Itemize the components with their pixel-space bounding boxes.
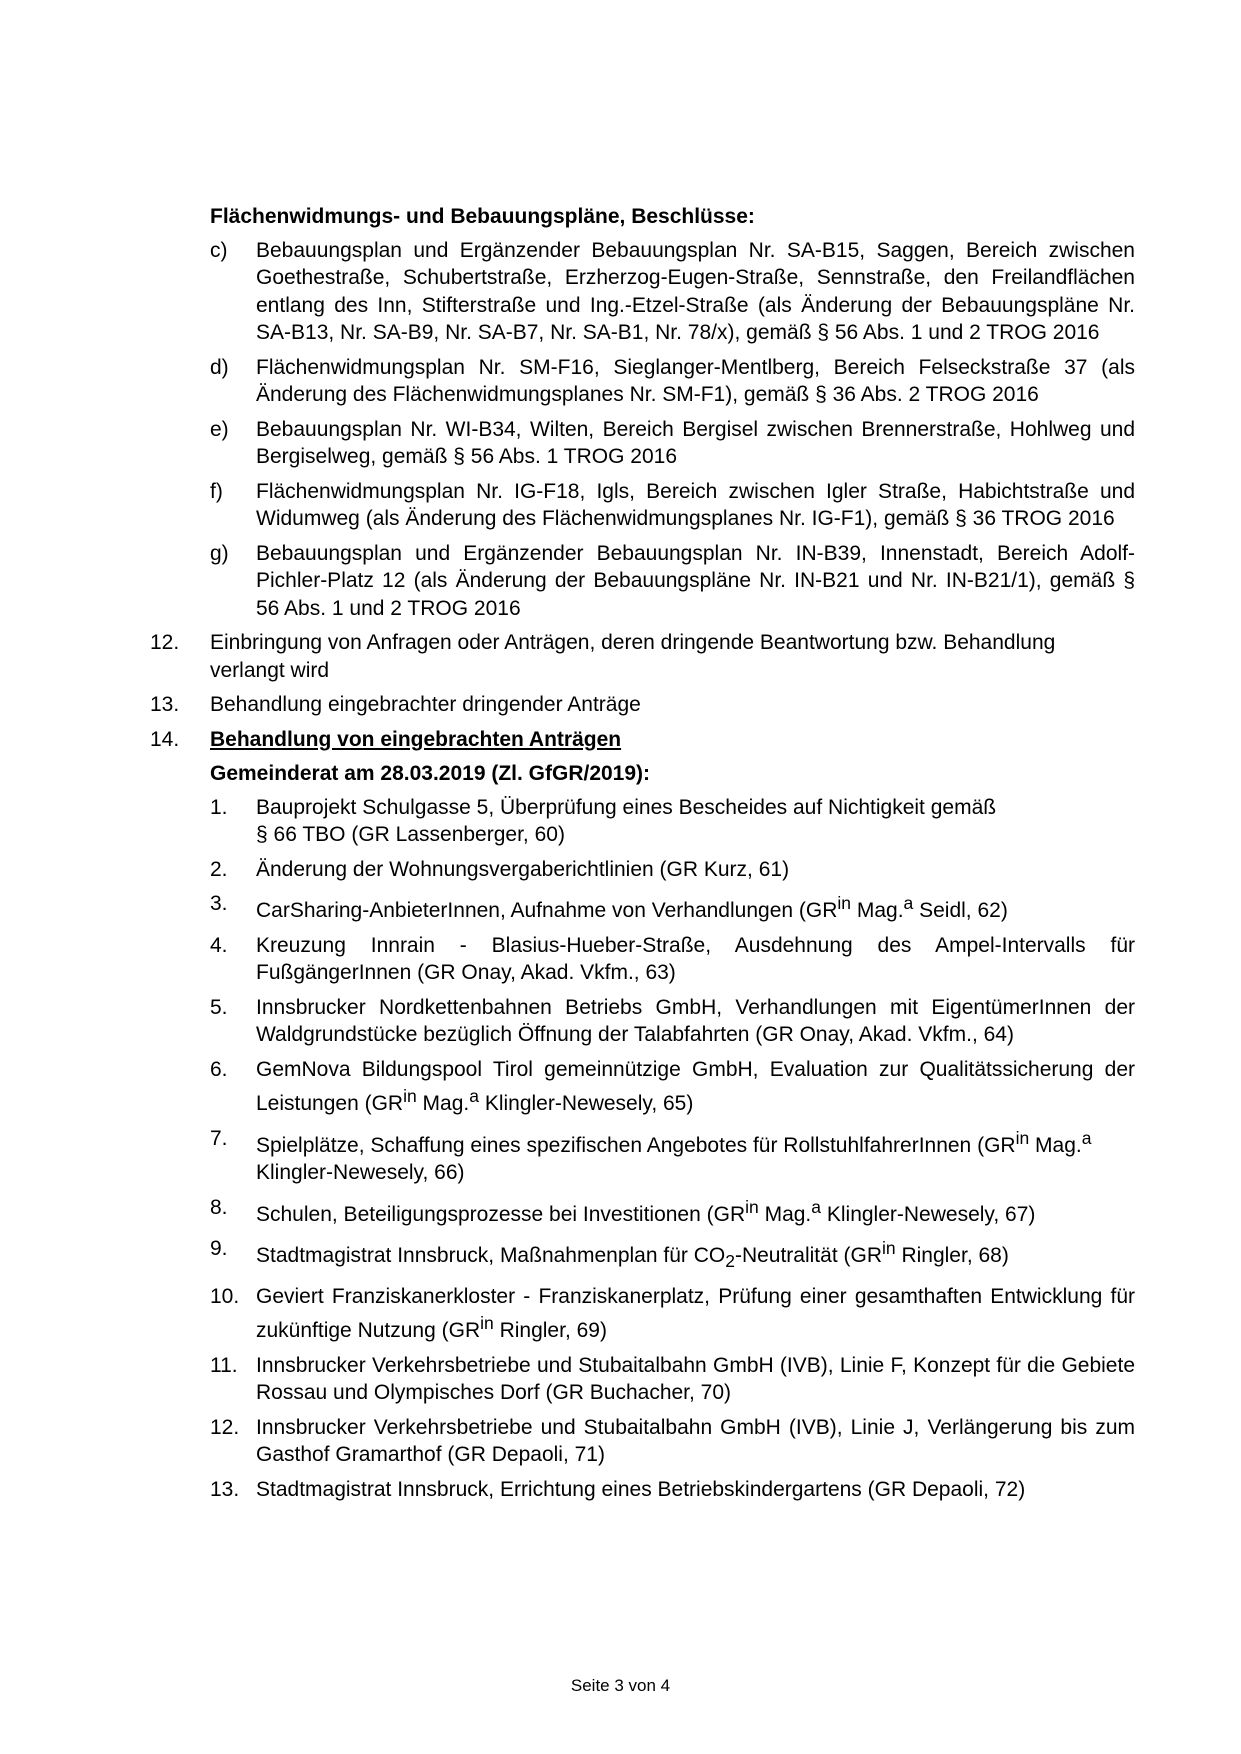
agenda-text: Einbringung von Anfragen oder Anträgen, deren dringende Beantwortung bzw. Behandlung verlangt wird <box>210 631 1056 682</box>
superscript: in <box>745 1196 759 1217</box>
antrag-number: 4. <box>210 933 228 957</box>
antrag-number: 8. <box>210 1195 228 1219</box>
antrag-number: 13. <box>210 1477 240 1501</box>
sub-item-d <box>210 354 1135 409</box>
superscript: in <box>1015 1127 1030 1148</box>
subscript: 2 <box>725 1251 735 1272</box>
sub-text: Bebauungsplan und Ergänzender Bebauungsplan Nr. SA-B15, Saggen, Bereich zwischen Goethestraße, Schubertstraße, Erzherzog-Eugen-Straße, Sennstraße, den Freilandflächen entlang des Inn, Stifterstraße und Ing.-Etzel-Straße (als Änderung der Bebauungspläne Nr. SA-B13, Nr. SA-B9, Nr. SA-B7, Nr. SA-B1, Nr. 78/x), gemäß § 56 Abs. 1 und 2 TROG 2016 <box>256 238 1135 344</box>
sub-marker: g) <box>210 541 229 565</box>
antrag-number: 7. <box>210 1126 228 1150</box>
antrag-number: 3. <box>210 892 228 915</box>
antrag-number: 12. <box>210 1415 240 1439</box>
antrag-item <box>210 856 1135 884</box>
antrag-text <box>256 1283 1135 1345</box>
page-number: Seite 3 von 4 <box>570 1676 671 1695</box>
sub-text: Flächenwidmungsplan Nr. IG-F18, Igls, Bereich zwischen Igler Straße, Habichtstraße und Widumweg (als Änderung des Flächenwidmungsplanes Nr. IG-F1), gemäß § 36 TROG 2016 <box>256 479 1135 530</box>
agenda-title: Behandlung von eingebrachten Anträgen <box>210 727 622 751</box>
antrag-text <box>256 1125 1135 1187</box>
agenda-item-12 <box>150 629 1135 684</box>
antrag-number: 10. <box>210 1284 240 1308</box>
antrag-text-part: Geviert Franziskanerkloster - Franziskanerplatz, Prüfung einer gesamthaften Entwicklung für zukünftige Nutzung (GR <box>256 1284 1135 1343</box>
section-heading: Flächenwidmungs- und Bebauungspläne, Beschlüsse: <box>210 205 755 228</box>
antrag-item <box>210 1476 1135 1504</box>
antrag-item <box>210 1283 1135 1345</box>
sub-marker: c) <box>210 238 228 262</box>
antrag-text-part: Schulen, Beteiligungsprozesse bei Investitionen (GR <box>256 1202 746 1226</box>
antrag-text-part: -Neutralität (GR <box>734 1244 882 1267</box>
sub-item-f <box>210 478 1135 533</box>
antrag-item <box>210 1194 1135 1229</box>
sub-text: Bebauungsplan und Ergänzender Bebauungsplan Nr. IN-B39, Innenstadt, Bereich Adolf-Pichler-Platz 12 (als Änderung der Bebauungspläne Nr. IN-B21 und Nr. IN-B21/1), gemäß § 56 Abs. 1 und 2 TROG 2016 <box>256 541 1135 620</box>
antrag-text-part: Klingler-Newesely, 67) <box>821 1202 1036 1226</box>
antrag-text-part: Mag. <box>416 1092 470 1115</box>
antrag-text-part: Ringler, 69) <box>493 1319 607 1343</box>
antrag-text <box>256 1194 1135 1229</box>
superscript: in <box>480 1313 494 1334</box>
agenda-item-14 <box>150 726 1135 754</box>
antrag-item <box>210 1352 1135 1407</box>
sub-text: Flächenwidmungsplan Nr. SM-F16, Sieglanger-Mentlberg, Bereich Felseckstraße 37 (als Änderung des Flächenwidmungsplanes Nr. SM-F1), gemäß § 36 Abs. 2 TROG 2016 <box>256 355 1135 406</box>
sub-marker: d) <box>210 355 229 379</box>
antrag-text-line2: § 66 TBO (GR Lassenberger, 60) <box>256 823 565 846</box>
antrag-item <box>210 890 1135 925</box>
antrag-text-part: Stadtmagistrat Innsbruck, Maßnahmenplan für CO <box>256 1244 726 1267</box>
superscript: a <box>1081 1127 1092 1148</box>
antrag-number: 9. <box>210 1237 228 1260</box>
antrag-text-part: Klingler-Newesely, 65) <box>478 1092 694 1115</box>
antrag-text: Innsbrucker Verkehrsbetriebe und Stubaitalbahn GmbH (IVB), Linie J, Verlängerung bis zum Gasthof Gramarthof (GR Depaoli, 71) <box>256 1415 1135 1467</box>
antrag-text: Änderung der Wohnungsvergaberichtlinien (GR Kurz, 61) <box>256 857 790 881</box>
superscript: in <box>881 1238 896 1258</box>
antrag-text-line1: Bauprojekt Schulgasse 5, Überprüfung eines Bescheides auf Nichtigkeit gemäß <box>256 795 997 819</box>
agenda-number: 12. <box>150 631 180 654</box>
agenda-item-13 <box>150 691 1135 719</box>
antrag-item <box>210 1235 1135 1276</box>
superscript: a <box>811 1196 822 1217</box>
antrag-item <box>210 1414 1135 1469</box>
antrag-text-part: Ringler, 68) <box>895 1244 1009 1267</box>
antrag-text-part: Seidl, 62) <box>913 899 1008 922</box>
antrag-text <box>256 1235 1135 1276</box>
antrag-item <box>210 1125 1135 1187</box>
antrag-text <box>256 794 1135 849</box>
sub-marker: f) <box>210 479 223 503</box>
antrag-list <box>210 794 1135 1504</box>
antrag-text: Kreuzung Innrain - Blasius-Hueber-Straße, Ausdehnung des Ampel-Intervalls für FußgängerInnen (GR Onay, Akad. Vkfm., 63) <box>256 933 1135 984</box>
superscript: a <box>469 1086 479 1106</box>
antrag-item <box>210 994 1135 1049</box>
antrag-text-part: Mag. <box>758 1202 812 1226</box>
sub-marker: e) <box>210 417 229 441</box>
antrag-text-part: Mag. <box>851 899 904 922</box>
antrag-text-part: Klingler-Newesely, 66) <box>256 1161 465 1184</box>
antrag-number: 11. <box>210 1353 238 1377</box>
sub-item-c <box>210 237 1135 347</box>
antrag-number: 6. <box>210 1057 228 1081</box>
antrag-text-part: CarSharing-AnbieterInnen, Aufnahme von Verhandlungen (GR <box>256 899 838 922</box>
sub-item-e <box>210 416 1135 471</box>
superscript: in <box>403 1086 417 1106</box>
antrag-text: Stadtmagistrat Innsbruck, Errichtung eines Betriebskindergartens (GR Depaoli, 72) <box>256 1477 1026 1501</box>
superscript: in <box>837 893 852 913</box>
agenda-number: 14. <box>150 727 180 751</box>
sub-item-g <box>210 540 1135 623</box>
antrag-text: Innsbrucker Nordkettenbahnen Betriebs GmbH, Verhandlungen mit EigentümerInnen der Waldgrundstücke bezüglich Öffnung der Talabfahrten (GR Onay, Akad. Vkfm., 64) <box>256 995 1135 1046</box>
agenda-number: 13. <box>150 693 180 716</box>
antrag-text-part: GemNova Bildungspool Tirol gemeinnützige GmbH, Evaluation zur Qualitätssicherung der Leistungen (GR <box>256 1057 1135 1115</box>
plan-sublist <box>210 237 1135 623</box>
antrag-item <box>210 932 1135 987</box>
antrag-text <box>256 890 1135 925</box>
antrag-item <box>210 1056 1135 1118</box>
antrag-number: 2. <box>210 857 228 881</box>
antrag-text-part: Mag. <box>1029 1133 1082 1157</box>
gemeinderat-heading: Gemeinderat am 28.03.2019 (Zl. GfGR/2019): <box>210 762 651 785</box>
antrag-text: Innsbrucker Verkehrsbetriebe und Stubaitalbahn GmbH (IVB), Linie F, Konzept für die Gebiete Rossau und Olympisches Dorf (GR Buchacher, 70) <box>256 1353 1135 1405</box>
antrag-item <box>210 794 1135 849</box>
superscript: a <box>903 893 914 913</box>
antrag-number: 5. <box>210 995 228 1019</box>
antrag-text-part: Spielplätze, Schaffung eines spezifischen Angebotes für RollstuhlfahrerInnen (GR <box>256 1133 1016 1157</box>
antrag-text <box>256 1056 1135 1118</box>
agenda-text: Behandlung eingebrachter dringender Anträge <box>210 693 641 716</box>
document-body <box>150 203 1135 1510</box>
sub-text: Bebauungsplan Nr. WI-B34, Wilten, Bereich Bergisel zwischen Brennerstraße, Hohlweg und Bergiselweg, gemäß § 56 Abs. 1 TROG 2016 <box>256 417 1135 468</box>
antrag-number: 1. <box>210 795 228 819</box>
